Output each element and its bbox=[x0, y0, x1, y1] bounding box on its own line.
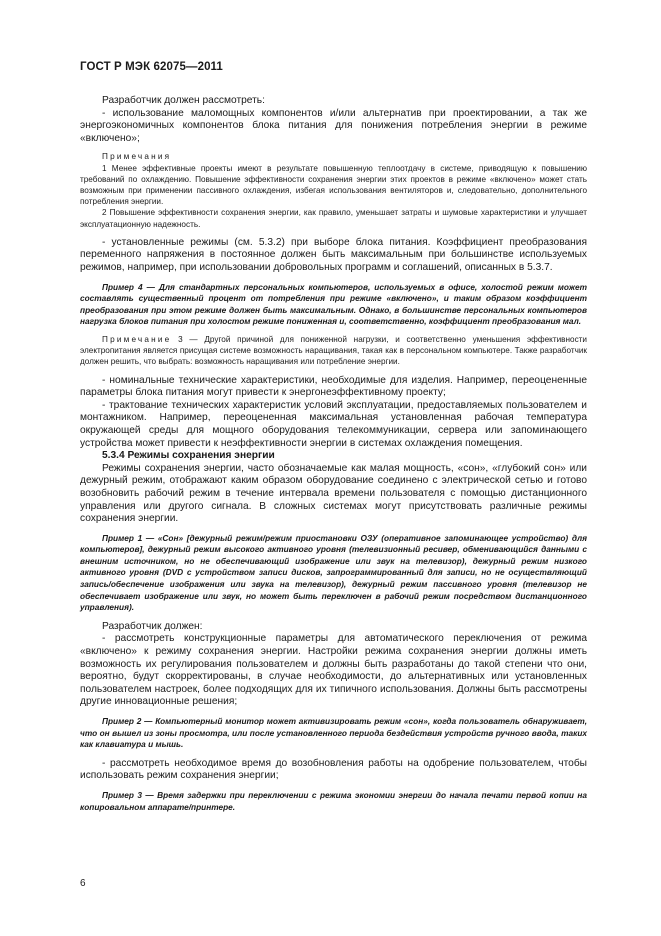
page-number: 6 bbox=[80, 878, 86, 889]
note-text: 3 — Другой причиной для пониженной нагрузки, и соответственно уменьшения эффективности электропитания является присущая системе возможность наращивания, такая как в персональном компьютере. Также разработчик должен решить, что выбрать: возможность наращивания или потребление энергии. bbox=[80, 334, 587, 367]
document-header: ГОСТ Р МЭК 62075—2011 bbox=[80, 61, 223, 73]
section-heading: 5.3.4 Режимы сохранения энергии bbox=[102, 450, 275, 462]
paragraph: Режимы сохранения энергии, часто обозначаемые как малая мощность, «сон», «глубокий сон» или дежурный режим, отображают каким образом оборудование соединено с электрической сетью и готово возобновить рабочий режим в течение интервала времени пользователя с помощью дистанционного управления или другого сигнала. В сложных системах могут присутствовать различные режимы сохранения энергии. bbox=[80, 462, 587, 525]
paragraph: - номинальные технические характеристики, необходимые для изделия. Например, переоцененные параметры блока питания могут привести к энергонеэффективному проекту; bbox=[80, 374, 587, 399]
paragraph: - установленные режимы (см. 5.3.2) при выборе блока питания. Коэффициент преобразования переменного напряжения в постоянное должен быть максимальным при большинстве используемых режимов, например, при использовании добровольных программ и соглашений, описанных в 5.3.7. bbox=[80, 236, 587, 273]
paragraph: - трактование технических характеристик условий эксплуатации, предоставляемых пользователем и монтажником. Например, переоцененная максимальная установленная рабочая температура окружающей среды для мощного оборудования телекоммуникации, сервера или запоминающего устройства может привести к неэффективности энергии в системах охлаждения помещения. bbox=[80, 399, 587, 449]
paragraph: - рассмотреть необходимое время до возобновления работы на одобрение пользователем, чтобы использовать режим сохранения энергии; bbox=[80, 757, 587, 782]
example: Пример 3 — Время задержки при переключении с режима экономии энергии до начала печати первой копии на копировальном аппарате/принтере. bbox=[80, 789, 587, 812]
paragraph: - рассмотреть конструкционные параметры для автоматического переключения от режима «включено» к режиму сохранения энергии. Настройки режима сохранения энергии должны иметь возможность их регулирования пользователем и должны быть разработаны до такой степени что они, вероятно, будут скорректированы, в случае необходимости, до альтернативных или установленных пользователем настроек, более подходящих для их типичного использования. Должны быть рассмотрены другие инновационные решения; bbox=[80, 633, 587, 708]
example: Пример 2 — Компьютерный монитор может активизировать режим «сон», когда пользователь обнаруживает, что он вышел из зоны просмотра, или после установленного периода бездействия устройств ручного ввода, таких как клавиатура и мышь. bbox=[80, 716, 587, 750]
paragraph: - использование маломощных компонентов и/или альтернатив при проектировании, а так же энергоэкономичных компонентов блока питания для понижения потребления энергии в режиме «включено»; bbox=[80, 107, 587, 144]
note bbox=[80, 334, 587, 368]
note-label: Примечание bbox=[102, 334, 172, 344]
paragraph: Разработчик должен рассмотреть: bbox=[102, 95, 265, 106]
paragraph: Разработчик должен: bbox=[102, 620, 203, 632]
notes-heading: Примечания bbox=[102, 152, 172, 162]
example: Пример 1 — «Сон» [дежурный режим/режим приостановки ОЗУ (оперативное запоминающее устройство) для компьютеров], дежурный режим высокого активного уровня (телевизионный ресивер, обменивающийся данными с внешним источником, но не обеспечивающий изображение или звук на телевизор), дежурный режим низкого активного уровня (DVD с устройством записи дисков, запрограммированный для записи, но не осуществляющий запись/обеспечение изображения или звука на телевизор), дежурный режим пассивного уровня (телевизор не обеспечивает изображение или звук, но может быть переключен в рабочий режим посредством дистанционного управления). bbox=[80, 532, 587, 613]
note: 2 Повышение эффективности сохранения энергии, как правило, уменьшает затраты и шумовые характеристики и улучшает эксплуатационную надежность. bbox=[80, 208, 587, 229]
note: 1 Менее эффективные проекты имеют в результате повышенную теплоотдачу в системе, приводящую к повышению требований по охлаждению. Повышение эффективности сохранения энергии этих проектов в режиме «включено» может стать возможным при применении пассивного охлаждения, избегая использования вентиляторов и, следовательно, дополнительного потребления энергии. bbox=[80, 163, 587, 207]
example: Пример 4 — Для стандартных персональных компьютеров, используемых в офисе, холостой режим может составлять существенный процент от потребления при режиме «включено», и таким образом коэффициент преобразования при этом режиме должен быть максимальным. Однако, в большинстве персональных компьютеров нагрузка блоков питания при холостом режиме пониженная и, соответственно, коэффициент преобразования мал. bbox=[80, 281, 587, 327]
